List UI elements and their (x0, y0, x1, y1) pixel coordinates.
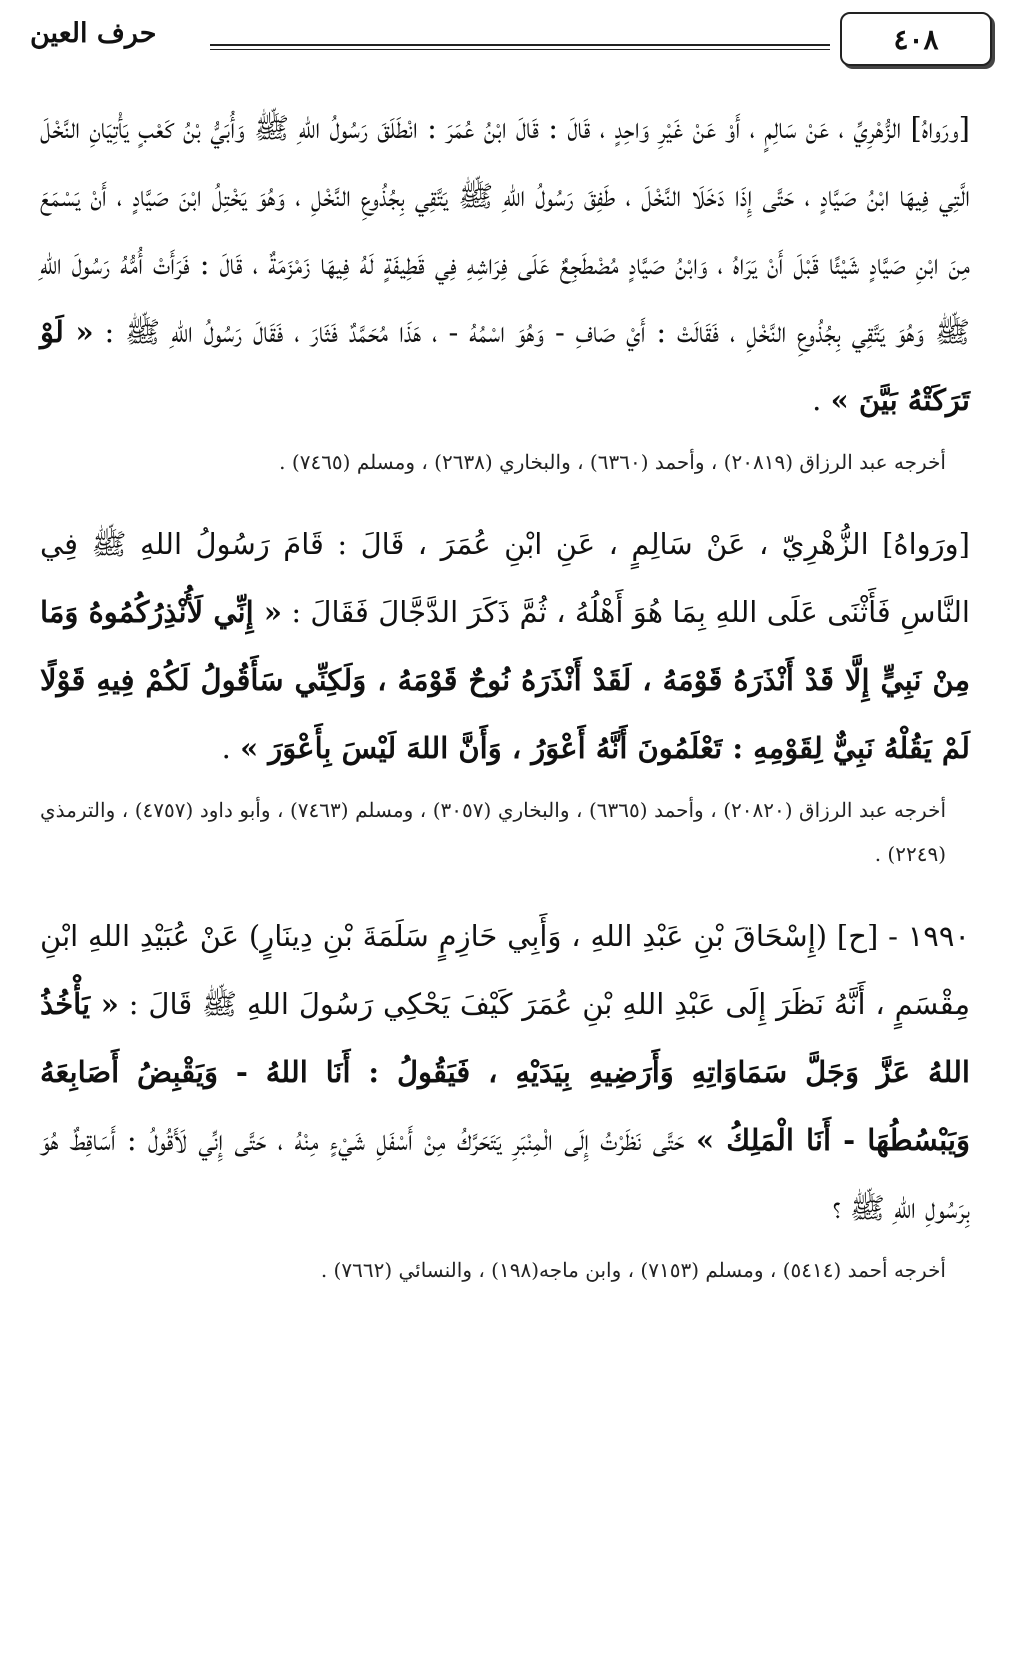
hadith-block-3 (40, 902, 970, 1292)
page-number: ٤٠٨ (840, 12, 992, 66)
header-rule (210, 44, 830, 46)
hadith-quote: « لَوْ تَرَكَتْهُ بَيَّنَ » (40, 315, 970, 417)
running-title: حرف العين (30, 18, 157, 49)
header-rule-secondary (210, 49, 830, 50)
takhrij-note: أخرجه عبد الرزاق (٢٠٨٢٠) ، وأحمد (٦٣٦٥) ، والبخاري (٣٠٥٧) ، ومسلم (٧٤٦٣) ، وأبو داود (٤٧٥٧) ، والترمذي (٢٢٤٩) . (40, 798, 947, 866)
page-header (30, 8, 980, 70)
page-content (40, 94, 970, 1318)
hadith-text (40, 94, 970, 434)
hadith-outro: . (221, 731, 241, 765)
hadith-text (40, 510, 970, 782)
takhrij-note: أخرجه أحمد (٥٤١٤) ، ومسلم (٧١٥٣) ، وابن ماجه(١٩٨) ، والنسائي (٧٦٦٢) . (320, 1258, 946, 1282)
hadith-quote: « يَأْخُذُ اللهُ عَزَّ وَجَلَّ سَمَاوَاتِهِ وَأَرَضِيهِ بِيَدَيْهِ ، فَيَقُولُ : أَنَا اللهُ - وَيَقْبِضُ أَصَابِعَهُ وَيَبْسُطُهَا - أَنَا الْمَلِكُ » (40, 987, 970, 1157)
hadith-block-1 (40, 94, 970, 484)
hadith-block-2 (40, 510, 970, 876)
hadith-outro: . (812, 383, 831, 417)
hadith-intro: [ورَواهُ] الزُّهْرِيِّ ، عَنْ سَالِمٍ ، أَوْ عَنْ غَيْرِ وَاحِدٍ ، قَالَ : قَالَ ابْنُ عُمَرَ : انْطَلَقَ رَسُولُ اللهِ ﷺ وَأُبَيُّ بْنُ كَعْبٍ يَأْتِيَانِ النَّخْلَ الَّتِي فِيهَا ابْنُ صَيَّادٍ ، حَتَّى إِذَا دَخَلَا النَّخْلَ ، طَفِقَ رَسُولُ اللهِ ﷺ يَتَّقِي بِجُذُوعِ النَّخْلِ ، وَهُوَ يَخْتِلُ ابْنَ صَيَّادٍ ، أَنْ يَسْمَعَ مِنَ ابْنِ صَيَّادٍ شَيْئًا قَبْلَ أَنْ يَرَاهُ ، وَابْنُ صَيَّادٍ مُضْطَجِعٌ عَلَى فِرَاشِهِ فِي قَطِيفَةٍ لَهُ فِيهَا زَمْزَمَةٌ ، قَالَ : فَرَأَتْ أُمُّهُ رَسُولَ اللهِ ﷺ وَهُوَ يَتَّقِي بِجُذُوعِ النَّخْلِ ، فَقَالَتْ : أَيْ صَافِ - وَهُوَ اسْمُهُ - ، هَذَا مُحَمَّدٌ فَثَارَ ، فَقَالَ رَسُولُ اللهِ ﷺ : (40, 111, 970, 349)
hadith-outro: حَتَّى نَظَرْتُ إِلَى الْمِنْبَرِ يَتَحَرَّكُ مِنْ أَسْفَلِ شَيْءٍ مِنْهُ ، حَتَّى إِنِّي لَأَقُولُ : أَسَاقِطٌ هُوَ بِرَسُولِ اللهِ ﷺ ؟ (40, 1123, 970, 1225)
hadith-quote: « إِنِّي لَأُنْذِرُكُمُوهُ وَمَا مِنْ نَبِيٍّ إِلَّا قَدْ أَنْذَرَهُ قَوْمَهُ ، لَقَدْ أَنْذَرَهُ نُوحٌ قَوْمَهُ ، وَلَكِنِّي سَأَقُولُ لَكُمْ فِيهِ قَوْلًا لَمْ يَقُلْهُ نَبِيٌّ لِقَوْمِهِ : تَعْلَمُونَ أَنَّهُ أَعْوَرُ ، وَأَنَّ اللهَ لَيْسَ بِأَعْوَرَ » (40, 595, 970, 765)
hadith-text (40, 902, 970, 1242)
hadith-intro: ١٩٩٠ - [ح] (إِسْحَاقَ بْنِ عَبْدِ اللهِ ، وَأَبِي حَازِمٍ سَلَمَةَ بْنِ دِينَارٍ) عَنْ عُبَيْدِ اللهِ ابْنِ مِقْسَمٍ ، أَنَّهُ نَظَرَ إِلَى عَبْدِ اللهِ بْنِ عُمَرَ كَيْفَ يَحْكِي رَسُولَ اللهِ ﷺ قَالَ : (40, 919, 971, 1021)
takhrij-note: أخرجه عبد الرزاق (٢٠٨١٩) ، وأحمد (٦٣٦٠) ، والبخاري (٢٦٣٨) ، ومسلم (٧٤٦٥) . (279, 450, 946, 474)
hadith-intro: [ورَواهُ] الزُّهْرِيّ ، عَنْ سَالِمٍ ، عَنِ ابْنِ عُمَرَ ، قَالَ : قَامَ رَسُولُ اللهِ ﷺ فِي النَّاسِ فَأَثْنَى عَلَى اللهِ بِمَا هُوَ أَهْلُهُ ، ثُمَّ ذَكَرَ الدَّجَّالَ فَقَالَ : (40, 527, 970, 629)
